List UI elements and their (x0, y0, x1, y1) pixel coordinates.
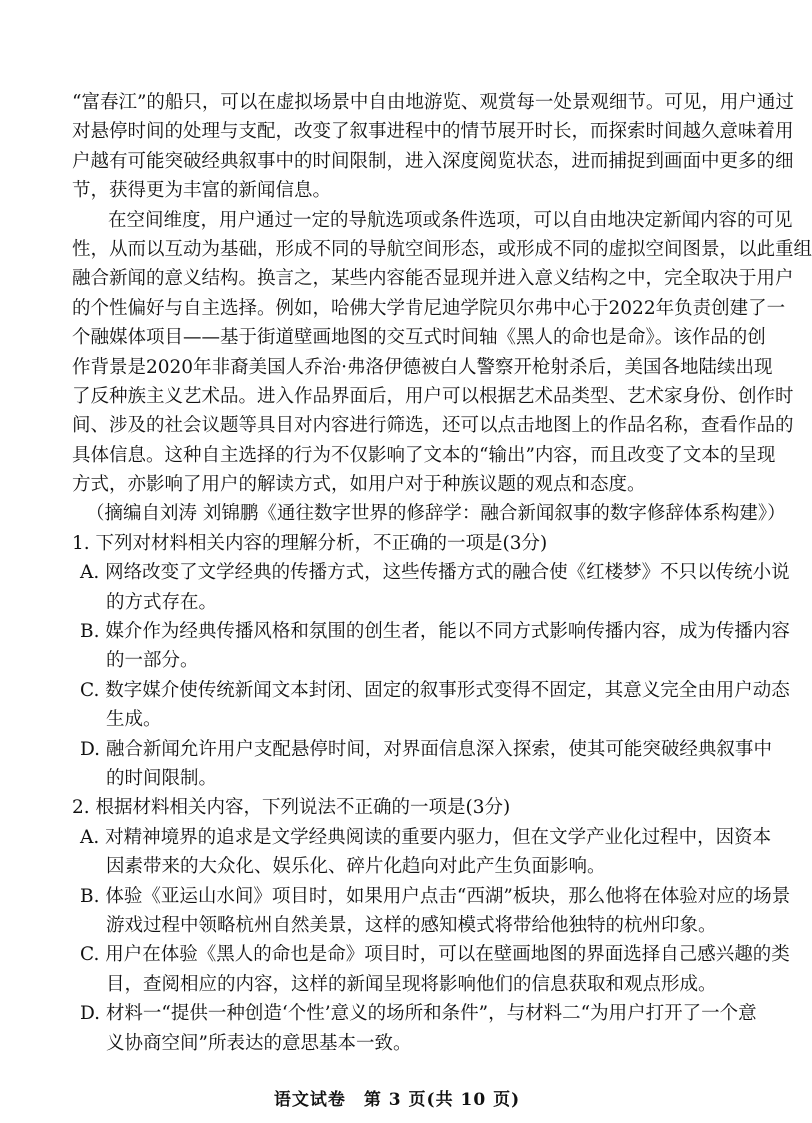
option-d-cont: 的时间限制。 (106, 767, 218, 789)
text-line: 对悬停时间的处理与支配，改变了叙事进程中的情节展开时长，而探索时间越久意味着用 (72, 121, 794, 143)
text-line: 的个性偏好与自主选择。例如，哈佛大学肯尼迪学院贝尔弗中心于2022年负责创建了一 (72, 297, 786, 319)
text-line: “富春江”的船只，可以在虚拟场景中自由地游览、观赏每一处景观细节。可见，用户通过 (72, 92, 794, 113)
option-a: A. 网络改变了文学经典的传播方式，这些传播方式的融合使《红楼梦》不只以传统小说 (80, 562, 790, 584)
text-line: 作背景是2020年非裔美国人乔治·弗洛伊德被白人警察开枪射杀后，美国各地陆续出现 (72, 356, 773, 378)
passage-paragraph-2 (72, 206, 812, 500)
text-line: 性，从而以互动为基础，形成不同的导航空间形态，或形成不同的虚拟空间图景，以此重组 (72, 238, 812, 260)
option-a: A. 对精神境界的追求是文学经典阅读的重要内驱力，但在文学产业化过程中，因资本 (80, 826, 772, 848)
text-line: 户越有可能突破经典叙事中的时间限制，进入深度阅览状态，进而捕捉到画面中更多的细 (72, 150, 794, 172)
option-c-cont: 目，查阅相应的内容，这样的新闻呈现将影响他们的信息获取和观点形成。 (106, 973, 717, 995)
option-c: C. 用户在体验《黑人的命也是命》项目时，可以在壁画地图的界面选择自己感兴趣的类 (80, 944, 790, 966)
option-b: B. 体验《亚运山水间》项目时，如果用户点击“西湖”板块，那么他将在体验对应的场景 (80, 885, 791, 907)
option-b-cont: 游戏过程中领略杭州自然美景，这样的感知模式将带给他独特的杭州印象。 (106, 914, 717, 936)
question-stem: 2. 根据材料相关内容，下列说法不正确的一项是(3分) (72, 797, 511, 819)
option-c: C. 数字媒介使传统新闻文本封闭、固定的叙事形式变得不固定，其意义完全由用户动态 (80, 679, 790, 701)
passage-paragraph-1 (72, 88, 794, 206)
source-citation: （摘编自刘涛 刘锦鹏《通往数字世界的修辞学：融合新闻叙事的数字修辞体系构建》） (86, 503, 786, 525)
option-a-cont: 的方式存在。 (106, 591, 218, 613)
option-d: D. 融合新闻允许用户支配悬停时间，对界面信息深入探索，使其可能突破经典叙事中 (80, 738, 772, 760)
option-b: B. 媒介作为经典传播风格和氛围的创生者，能以不同方式影响传播内容，成为传播内容 (80, 621, 790, 643)
question-stem: 1. 下列对材料相关内容的理解分析，不正确的一项是(3分) (72, 532, 548, 554)
text-line: 融合新闻的意义结构。换言之，某些内容能否显现并进入意义结构之中，完全取决于用户 (72, 268, 794, 290)
text-line: 方式，亦影响了用户的解读方式，如用户对于种族议题的观点和态度。 (72, 474, 646, 496)
text-line: 个融媒体项目——基于街道壁画地图的交互式时间轴《黑人的命也是命》。该作品的创 (72, 327, 766, 349)
page-footer: 语文试卷 第 3 页(共 10 页) (273, 1090, 521, 1110)
option-b-cont: 的一部分。 (106, 650, 199, 672)
option-d-cont: 义协商空间”所表达的意思基本一致。 (106, 1032, 412, 1054)
text-line: 节，获得更为丰富的新闻信息。 (72, 180, 332, 202)
option-c-cont: 生成。 (106, 709, 162, 731)
text-line: 具体信息。这种自主选择的行为不仅影响了文本的“输出”内容，而且改变了文本的呈现 (72, 444, 776, 466)
text-line: 在空间维度，用户通过一定的导航选项或条件选项，可以自由地决定新闻内容的可见 (108, 209, 793, 231)
option-d: D. 材料一“提供一种创造‘个性’意义的场所和条件”，与材料二“为用户打开了一个意 (80, 1003, 757, 1025)
text-line: 间、涉及的社会议题等具目对内容进行筛选，还可以点击地图上的作品名称，查看作品的 (72, 415, 794, 437)
question-2 (72, 793, 791, 1058)
text-line: 了反种族主义艺术品。进入作品界面后，用户可以根据艺术品类型、艺术家身份、创作时 (72, 385, 794, 407)
question-1 (72, 529, 790, 794)
option-a-cont: 因素带来的大众化、娱乐化、碎片化趋向对此产生负面影响。 (106, 856, 606, 878)
